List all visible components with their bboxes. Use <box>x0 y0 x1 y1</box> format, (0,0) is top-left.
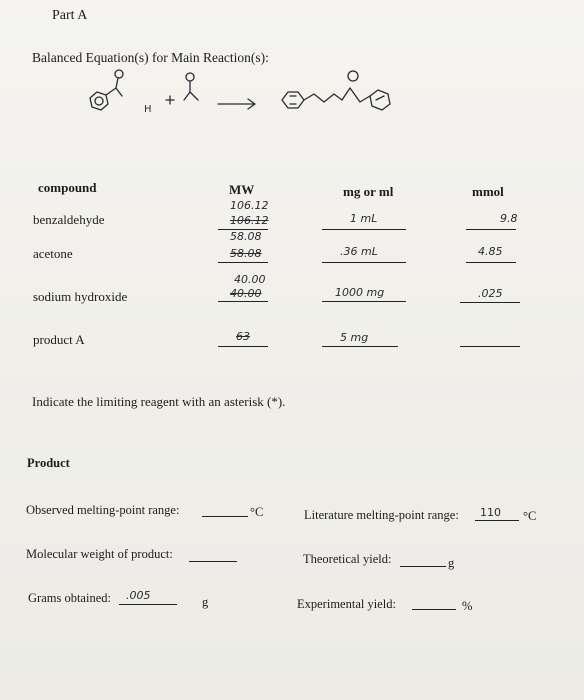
mw-product-line[interactable] <box>189 561 237 562</box>
row-benzaldehyde-amount: 1 mL <box>350 212 378 225</box>
row-product-mmol-line <box>460 346 520 347</box>
product-heading: Product <box>27 456 70 470</box>
acetone-structure <box>184 73 198 100</box>
experimental-yield-label: Experimental yield: <box>297 597 396 611</box>
part-title: Part A <box>52 8 88 23</box>
grams-obtained-unit: g <box>202 595 209 609</box>
equation-label: Balanced Equation(s) for Main Reaction(s): <box>32 50 269 65</box>
row-naoh-mmol: .025 <box>478 287 503 300</box>
row-acetone-name: acetone <box>33 246 73 261</box>
row-acetone-amount-line <box>322 262 406 263</box>
row-benzaldehyde-mw: 106.12 <box>230 214 269 227</box>
product-structure <box>282 71 390 110</box>
row-naoh-amount-line <box>322 301 406 302</box>
benzaldehyde-structure <box>90 70 123 110</box>
mw-product-label: Molecular weight of product: <box>26 547 173 561</box>
theoretical-yield-unit: g <box>448 556 455 570</box>
literature-mp-label: Literature melting-point range: <box>304 508 459 522</box>
grams-obtained-line[interactable] <box>119 604 177 605</box>
row-product-mw-line <box>218 346 268 347</box>
row-benzaldehyde-name: benzaldehyde <box>33 212 105 227</box>
theoretical-yield-label: Theoretical yield: <box>303 552 392 566</box>
literature-mp-unit: °C <box>523 509 537 523</box>
aldehyde-h-label: H <box>144 104 152 115</box>
observed-mp-label: Observed melting-point range: <box>26 503 180 517</box>
row-acetone-mmol-line <box>466 262 516 263</box>
experimental-yield-unit: % <box>462 599 473 613</box>
reaction-scheme <box>0 62 584 132</box>
literature-mp-value: 110 <box>480 506 501 519</box>
row-product-amount-line <box>322 346 398 347</box>
row-naoh-mmol-line <box>460 302 520 303</box>
reaction-arrow <box>218 99 255 109</box>
row-acetone-mmol: 4.85 <box>478 245 503 258</box>
row-benzaldehyde-amount-line <box>322 229 406 230</box>
row-product-name: product A <box>33 332 85 347</box>
row-acetone-mw-line <box>218 262 268 263</box>
theoretical-yield-line[interactable] <box>400 566 446 567</box>
observed-mp-unit: °C <box>250 505 264 519</box>
observed-mp-line[interactable] <box>202 516 248 517</box>
row-product-amount: 5 mg <box>340 331 369 344</box>
grams-obtained-label: Grams obtained: <box>28 591 111 605</box>
row-product-mw: 63 <box>236 330 250 343</box>
row-acetone-amount: .36 mL <box>340 245 378 258</box>
experimental-yield-line[interactable] <box>412 609 456 610</box>
row-naoh-name: sodium hydroxide <box>33 289 128 304</box>
grams-obtained-value: .005 <box>126 589 151 602</box>
row-naoh-mw-note: 40.00 <box>234 273 266 286</box>
row-benzaldehyde-mw-note: 106.12 <box>230 199 269 212</box>
literature-mp-line[interactable] <box>475 520 519 521</box>
header-mw: MW <box>229 182 255 197</box>
row-acetone-mw: 58.08 <box>230 247 262 260</box>
row-naoh-amount: 1000 mg <box>335 286 385 299</box>
plus-sign <box>166 96 174 104</box>
row-benzaldehyde-mmol-line <box>466 229 516 230</box>
header-mmol: mmol <box>472 184 504 199</box>
header-compound: compound <box>38 180 97 195</box>
header-amount: mg or ml <box>343 184 394 199</box>
row-naoh-mw-line <box>218 301 268 302</box>
row-acetone-mw-note: 58.08 <box>230 230 262 243</box>
row-naoh-mw: 40.00 <box>230 287 262 300</box>
row-benzaldehyde-mmol: 9.8 <box>500 212 518 225</box>
limiting-instruction: Indicate the limiting reagent with an asterisk (*). <box>32 394 286 409</box>
